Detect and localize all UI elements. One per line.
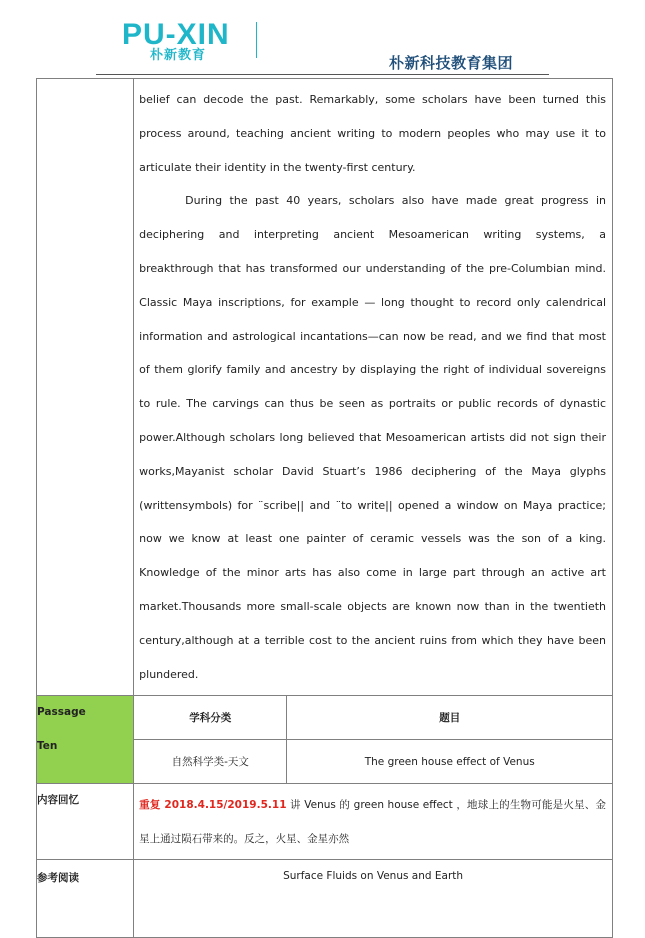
- topic-value: The green house effect of Venus: [287, 740, 613, 784]
- passage-text-cell: [134, 79, 613, 696]
- passage-paragraph-1: belief can decode the past. Remarkably, some scholars have been turned this process around, teaching ancient writing to modern peoples who may use it to articulate their identity in the twenty-first century.: [139, 93, 606, 174]
- passage-ten-header-row: [37, 696, 613, 740]
- recall-label: 内容回忆: [37, 784, 134, 860]
- passage-ten-label-cell: [37, 696, 134, 784]
- reference-label: 参考阅读: [37, 860, 134, 938]
- empty-label-cell: [37, 79, 134, 696]
- recall-cell: [134, 784, 613, 860]
- header-rule: [96, 74, 549, 75]
- content-table: [36, 78, 613, 938]
- logo-en-text: PU-XIN: [122, 18, 230, 51]
- organization-name: 朴新科技教育集团: [389, 54, 514, 72]
- category-value: 自然科学类-天文: [134, 740, 287, 784]
- topic-header: 题目: [287, 696, 613, 740]
- recall-text: 讲 Venus 的 green house effect ，地球上的生物可能是火星、金星上通过陨石带来的。反之，火星、金星亦然: [139, 799, 606, 846]
- passage-paragraph-2: During the past 40 years, scholars also have made great progress in deciphering and interpreting ancient Mesoamerican writing systems, a breakthrough that has transformed our understanding of the pre-Columbian mind. Classic Maya inscriptions, for example — long thought to record only calendrical information and astrological incantations—can now be read, and we find that most of them glorify family and ancestry by displaying the right of individual sovereigns to rule. The carvings can thus be seen as portraits or public records of dynastic power.Although scholars long believed that Mesoamerican artists did not sign their works,Mayanist scholar David Stuart’s 1986 deciphering of the Maya glyphs (writtensymbols) for ¨scribe|| and ¨to write|| opened a window on Maya practice; now we know at least one painter of ceramic vessels was the son of a king. Knowledge of the minor arts has also come in large part through an active art market.Thousands more small-scale objects are known now than in the twentieth century,although at a terrible cost to the ancient ruins from which they have been plundered.: [139, 194, 606, 681]
- passage-label: Passage: [37, 706, 86, 719]
- reference-title: Surface Fluids on Venus and Earth: [134, 860, 613, 938]
- passage-number-label: Ten: [37, 740, 58, 753]
- puxin-logo: [122, 20, 257, 62]
- category-header: 学科分类: [134, 696, 287, 740]
- logo-cn-text: 朴新教育: [150, 48, 207, 63]
- recall-row: [37, 784, 613, 860]
- passage-text-row: [37, 79, 613, 696]
- repeat-dates: 重复 2018.4.15/2019.5.11: [139, 799, 287, 812]
- reference-row: [37, 860, 613, 938]
- logo-divider: [256, 22, 257, 58]
